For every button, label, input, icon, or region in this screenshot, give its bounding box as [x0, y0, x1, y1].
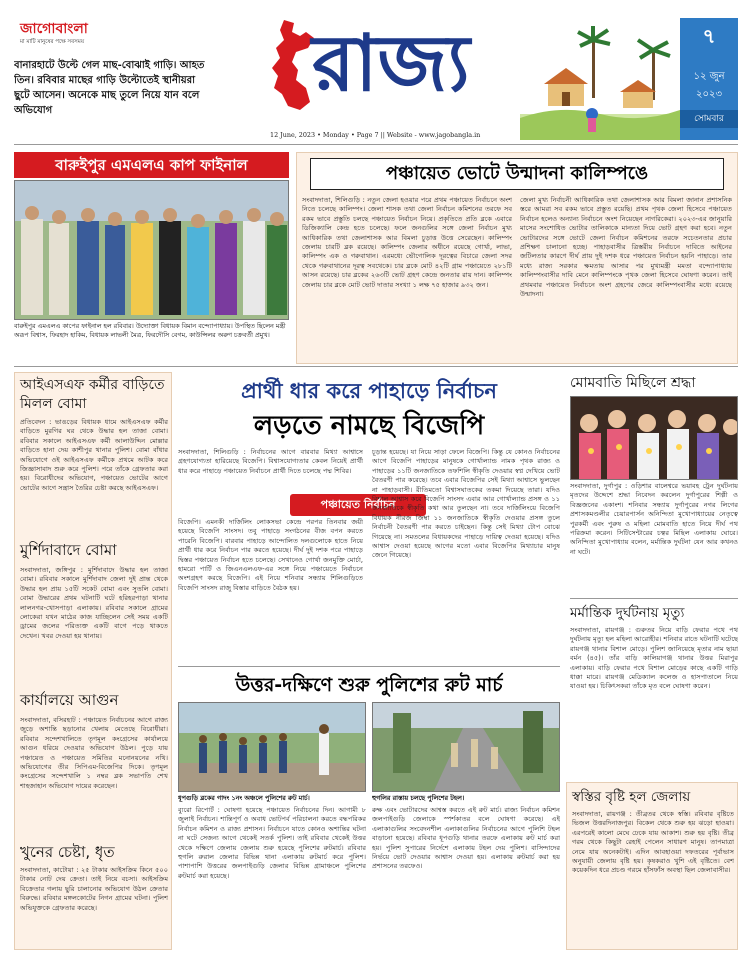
mid-divider — [178, 666, 560, 667]
page-number: ৭ — [702, 24, 716, 48]
kalimpong-headline-bg — [310, 158, 724, 190]
route-photo-1 — [178, 702, 366, 792]
bomb-headline: আইএসএফ কর্মীর বাড়িতে মিলল বোমা — [20, 377, 165, 412]
karyalay-headline: কার্যালয়ে আগুন — [20, 691, 119, 709]
dateline: 12 June, 2023 • Monday • Page 7 || Website - www.jagobangla.in — [270, 131, 481, 139]
candle-headline: মোমবাতি মিছিলে শ্রদ্ধা — [570, 375, 696, 391]
bjp-col1a: সংবাদদাতা, শিলিগুড়ি : নির্বাচনের আগে বারবার মিথ্যা আশ্বাসে গ্রহণযোগ্যতা হারিয়েছে বিজেপি। বিশ্বাসযোগ্যতার কেবল নিয়েই প্রার্থী ধার করে পাহাড়ে পঞ্চায়েত নির্বাচনে প্রার্থী দিতে চলেছে পদ্ম শিবির। — [178, 448, 363, 475]
accident-body: সংবাদদাতা, রায়গঞ্জ : গুরুতর নিয়ে বাড়ি ফেরার পথে পথ দুর্ঘটনায় মৃত্যু হল মহিলা আরোহীর। শনিবার রাতে ঘটনাটি ঘটেছে রায়গঞ্জ থানার বিশাল মোড়ে। পুলিশ জানিয়েছে মৃতার নাম ছায়া বর্মন (৪৫)। তাঁর বাড়ি কালিয়াগঞ্জ থানার উত্তর মিরাপুর এলাকায়। বাড়ি ফেরার পথে বিশাল মোড়ের কাছে একটি গাড়ি ধাক্কা মারে। রায়গঞ্জ মেডিক্যাল কলেজ ও হাসপাতালে নিয়ে যাওয়া হয়। চিকিৎসকরা তাঁকে মৃত বলে ঘোষণা করেন। — [570, 626, 738, 691]
bjp-col2: চূড়ান্ত হয়েছে। যা নিয়ে সাড়া ফেলে বিজেপি। কিন্তু যে কোনও নির্বাচনের আগে বিজেপি পাহাড়ের মানুষকে গোর্খাল্যান্ড নামক পৃথক রাজ্য ও পাহাড়ের ১১টি জনজাতিকে তফশিলি স্বীকৃতি দেওয়ার স্বপ্ন দেখিয়ে ভোট বৈতরণী পার করেছে। তবে এবার বিজেপির সেই মিথ্যা আশ্বাসে ভুলছেন না পাহাড়বাসী। রীতিমতো বিশ্বাসঘাতকের তকমা দিয়েছে তারা। যদিও বিশাল আশ্বাস করে বিজেপি সাংসদ এবার আর গোর্খাল্যান্ড প্রসঙ্গ ও ১১ জনজাতিকে স্বীকৃতি কথা আর তুলছেন না। তবে দার্জিলিংয়ে বিজেপি বিধায়ক নীরজ জিম্বা ১১ জনজাতিকে স্বীকৃতি দেওয়ার প্রসঙ্গ তুলে নির্বাচনী বৈতরণী পার করতে চাইছেন। কিন্তু সেই মিথ্যা টোপ বোঝে গিয়েছে না। সমতলের বিধায়কদের পাহাড়ে দায়িত্ব দেওয়া হয়েছে। যদিও আশ্বাস দেওয়া হয়েছে আগের মতো এবার বিজেপির মিথ্যাচার মানুষ জেনে গিয়েছে। — [372, 448, 560, 560]
baruipur-headline-box — [14, 152, 289, 178]
route-photo-2 — [372, 702, 560, 792]
teaser-text: বানারহাটে উল্টে গেল মাছ-বোঝাই গাড়ি। আহত তিন। রবিবার মাছের গাড়ি উল্টোতেই স্থানীয়রা ছুটে আসেন। অনেকে মাছ তুলে নিয়ে যান বলে অভিযোগ — [14, 60, 205, 116]
route-caption-2: হুগলির রাস্তায় চলছে পুলিশের টহল। — [372, 794, 465, 802]
bjp-col1b: বিজেপি। এমনকী দার্জিলিং লোকসভা কেন্দ্রে পরপর তিনবার জয়ী হয়েছে বিজেপি সাংসদ। তবু পাহাড়ে সংগঠনের বীজ বপন করতে পারেনি বিজেপি। বারবার পাহাড়ে আন্দোলিত দলগুলোকে হাতে নিয়ে প্রার্থী ধার করে নির্বাচন পার করতে হয়েছে। দীর্ঘ দুই দশক পরে পাহাড়ে দ্বিস্তর পঞ্চায়েত নির্বাচন হতে চলেছে। সেখানেও গোর্খা জনমুক্তি মোর্চা, হামরো পার্টি ও জিএনএলএফ-এর সঙ্গে নিয়ে পঞ্চায়েতে নির্বাচনে অংশগ্রহণ করছে বিজেপি। এই নিয়ে শনিবার সন্ধ্যায় শিলিগুড়িতে বিজেপি সাংসদ রাজু বিস্তার বাড়িতে বৈঠক হয়। — [178, 518, 363, 592]
candle-photo — [570, 396, 738, 480]
khun-headline: খুনের চেষ্টা, ধৃত — [20, 843, 115, 861]
date-bn: ১২ জুন — [693, 71, 725, 82]
logo-tagline: মা মাটি মানুষের পক্ষে সবসময় — [20, 39, 85, 45]
baruipur-headline: বারুইপুর এমএলএ কাপ ফাইনাল — [55, 156, 248, 174]
route-headline: উত্তর-দক্ষিণে শুরু পুলিশের রুট মার্চ — [235, 674, 503, 696]
karyalay-body: সংবাদদাতা, বসিরহাট : পঞ্চায়েত নির্বাচনের আগে রাজ্য জুড়ে অশান্তি ছড়ানোর খেলায় মেতেছে বিরোধীরা। রবিবার সন্দেশখালিতে তৃণমূল কংগ্রেসের কার্যালয়ে আগুন ধরিয়ে দেওয়ার অভিযোগ উঠল। পুড়ে যায় পঞ্চায়েত ও পঞ্চায়েত সমিতির মনোনয়নের নথি। অভিযোগের তীর সিপিএম-বিজেপির দিকে। তৃণমূল কংগ্রেসের সন্দেশখালি ১ নম্বর ব্লক সভাপতি শেখ শাহজাহান অভিযোগ দায়ের করেছেন। — [20, 716, 168, 790]
rain-body: সংবাদদাতা, রায়গঞ্জ : তীব্রতর থেকে স্বস্তি। রবিবার বৃষ্টিতে ভিজল উত্তরদিনাজপুর। বিকেল থেকে শুরু হয় ঝড়ো হাওয়া। এরপরেই কালো মেঘে ঢেকে যায় আকাশ। শুরু হয় বৃষ্টি। তীব্র গরম থেকে কিছুটা রেহাই পেলেন সাধারণ মানুষ। তাপমাত্রা নেমে যায় অনেকটাই। এদিন আবহাওয়া দফতরের পূর্বাভাস অনুযায়ী জেলায় বৃষ্টি হয়। কৃষকরাও খুশি এই বৃষ্টিতে। বেশ কয়েকদিন ধরে প্রচণ্ড গরমে হাঁসফাঁস অবস্থা ছিল জেলাবাসীর। — [572, 810, 734, 875]
candle-body: সংবাদদাতা, দুর্গাপুর : ওড়িশার বালেশ্বরে ভয়াবহ ট্রেন দুর্ঘটনায় মৃতদের উদ্দেশে শ্রদ্ধা নিবেদন করলেন দুর্গাপুরের শিল্পী ও বিজ্ঞজনের একাংশ। শনিবার সন্ধ্যায় দুর্গাপুরের নগর লিগের প্রশাসকমণ্ডলীর চেয়ারপার্সন অনিন্দিতা মুখোপাধ্যায়ের নেতৃত্বে পুরকর্মী এবং পুরুষ ও মহিলা মোমবাতি হাতে নিয়ে দীর্ঘ পথ পরিক্রমা করেন। সিটিসেন্টারের চত্বর মিছিল এলাকায় ঘোরে। অনিন্দিতা মুখোপাধ্যায় বলেন, মর্মান্তিক দুর্ঘটনা যেন আর কখনও না ঘটে। — [570, 482, 738, 556]
right-divider-1 — [570, 598, 738, 599]
page-title: রাজ্য — [312, 19, 470, 109]
murshidabad-headline: মুর্শিদাবাদে বোমা — [20, 541, 117, 559]
section-divider — [14, 366, 738, 367]
masthead-logo — [20, 20, 150, 50]
baruipur-caption: বারুইপুর এমএলএ কাপের ফাইনাল হল রবিবার। উদ্যোক্তা বিধায়ক বিমান বন্দ্যোপাধ্যায়। উপস্থিত ছিলেন মন্ত্রী অরূপ বিশ্বাস, ফিরহাদ হাকিম, বিধায়ক লাভলী মৈত্র, ফিরদৌসি বেগম, কাউন্সিলর অরুণ চক্রবর্তী প্রমুখ। — [14, 322, 286, 339]
route-col1: ব্যুরো রিপোর্ট : ঘোষণা হয়েছে পঞ্চায়েত নির্বাচনের দিন। আগামী ৮ জুলাই নির্বাচন। শান্তিপূর্ণ ও অবাধ ভোটপর্ব পরিচালনা করতে বদ্ধপরিকর নির্বাচন কমিশন ও রাজ্য প্রশাসন। নির্বাচনে যাতে কোনও অশান্তির ঘটনা না ঘটে সেজন্য আগে থেকেই সতর্ক পুলিশ। তাই রবিবার থেকেই উত্তর থেকে দক্ষিণে জেলায় জেলায় শুরু হয়েছে পুলিশের রুটমার্চ। রবিবার হুগলি রুরাল জেলার বিভিন্ন থানা এলাকায় রুটমার্চ করে পুলিশ। পাশাপাশি উত্তরের জলপাইগুড়ি জেলার বিভিন্ন গ্রামাঞ্চলে পুলিশের রুটমার্চ করা হয়েছে। — [178, 806, 366, 880]
baruipur-photo — [14, 180, 289, 320]
kalimpong-col1: সংবাদদাতা, শিলিগুড়ি : নতুন জেলা হওয়ার পরে প্রথম পঞ্চায়েত নির্বাচনে অংশ নিতে চলেছে কালিম্পং। জেলা শাসক তথা জেলা নির্বাচন কমিশনের তরফে সব রকম ভাবে প্রস্তুতি চলছে পঞ্চায়েত নির্বাচন নিয়ে। প্রকৃতিতে প্রতি ব্লকে এবারে ডিজিক্যালি কেন্দ্র হতে চলেছে। ফলে জনগুলির সঙ্গে জেলা নির্বাচন মুখ্য আধিকারিক তথা জেলাশাসক আর বিমলা চুড়াত্ত উত্তে সেরেছেন। কালিম্পং জেলায় চারটি ব্লক রয়েছে। কালিম্পং জেলার অধীনে রয়েছে গোর্খা, লাভা, কালিম্পং এক ও গরুবাথান। এরমধ্যে ভৌগোলিক দূরত্বের বিচারে জেলা সদর থেকে গরুবাথানের দূরত্ব সবথেকে। চার ব্লকে মোট ৪২টি গ্রাম পঞ্চায়েতে ২৮১টি আসন রয়েছে। চার ব্লকের ২৬৩টি ভোট গ্রহণ কেন্দ্রে জনতার রায় দান। কালিম্পং জেলায় চার ব্লকে মোট ভোট দাতার সংখ্যা ১ লক্ষ ৭৫ হাজার ৯৩২ জন। — [302, 196, 512, 289]
weekday-bn: সোমবার — [680, 110, 738, 128]
year-bn: ২০২৩ — [695, 89, 722, 100]
bjp-headline-top: প্রার্থী ধার করে পাহাড়ে নির্বাচন — [241, 379, 497, 403]
kalimpong-headline: পঞ্চায়েত ভোটে উন্মাদনা কালিম্পঙে — [385, 163, 649, 184]
rain-headline: স্বস্তির বৃষ্টি হল জেলায় — [572, 789, 691, 805]
village-illustration — [520, 18, 680, 140]
murshidabad-body: সংবাদদাতা, জঙ্গিপুর : মুর্শিদাবাদে উদ্ধার হল তাজা বোমা। রবিবার সকালে মুর্শিদাবাদ জেলা দুই প্রান্ত থেকে উদ্ধার হল প্রায় ১৫টি সকেট বোমা এবং সুতলি বোমা। বোমা উদ্ধারের প্রথম ঘটনাটি ঘটে হরিহরপাড়া থানার লালনগর-খোসপাড়া এলাকায়। রবিবার সকালে গ্রামের লোকেরা যখন মাঠের কাজ যাচ্ছিলেন সেই সময় একটি ড্রামের জলের পরিত্যক্ত একটি বাগে পড়ে থাকতে দেখেন। খবর দেওয়া হয় থানায়। — [20, 566, 168, 640]
masthead-divider — [14, 144, 738, 145]
khun-body: সংবাদদাতা, কাটোয়া : ২৫ টাকার আইসক্রিম কিনে ৫০০ টাকার নোট দেয় ক্রেতা। তাই নিয়ে বচসা। আইসক্রিম বিক্রেতার গলায় ছুরি চালানোর অভিযোগ উঠল ক্রেতার বিরুদ্ধে। রবিবার মঙ্গলকোটের নিগন গ্রামের ঘটনা। পুলিশ অভিযুক্তকে গ্রেফতার করেছে। — [20, 866, 168, 912]
kalimpong-col2: জেলা মুখ্য নির্বাচনী আধিকারিক তথা জেলাশাসক আর বিমলা জানান প্রশাসনিক স্তরে আমরা সব রকম ভাবে প্রস্তুত রয়েছি। প্রথম পৃথক জেলা হিসেবে পঞ্চায়েত নির্বাচন হলেও অন্যান্য নির্বাচনে অংশ নিয়েছেন নাগরিকেরা। ২০২৩-এর জানুয়ারি মাসের সংশোধিত ভোটার তালিকাকে মান্যতা দিয়ে ভোট গ্রহণ করা হবে। নতুন ভোটারদের সঙ্গে ভোটে জেলা নির্বাচন কমিশনের তরফে সচেতনতার প্রচার প্রশিক্ষণ চালানো হচ্ছে। পাহাড়বাসীর ত্রিস্তরীয় নির্বাচনে দাবিতে আইনের জটিলতার কারণে দীর্ঘ প্রায় দুই দশক ধরে পঞ্চায়েত নির্বাচন হয়নি পাহাড়ে। তার মধ্যে রাজ্য সরকার ক্ষমতায় আসার পর মুখ্যমন্ত্রী মমতা বন্দ্যোপাধ্যায় কালিম্পংবাসীর দাবি মেনে কালিম্পংকে পৃথক জেলা হিসেবে ঘোষণা করেন। তাই প্রথমবার পঞ্চায়েত নির্বাচনে অংশ গ্রহণের জেরে কালিম্পংবাসীর মধ্যে রয়েছে উন্মাদনা। — [520, 196, 732, 299]
page-number-badge — [680, 18, 738, 140]
logo-text: জাগোবাংলা — [20, 21, 88, 37]
bomb-body: প্রতিবেদন : ভাঙড়ের বিধায়ক ধামে আইএসএফ কর্মীর বাড়িতে মুরগির ঘর থেকে উদ্ধার হল তাজা বোমা। রবিবার সকালে আইএসএফ কর্মী আলাউদ্দিন মোল্লার বাড়িতে হানা দেয় কাশীপুর থানার পুলিশ। বোমা বাঁধার অভিযোগে ওই আইএসএফ কর্মীকে প্রথমে আটক করে জিজ্ঞাসাবাদ শুরু করে পুলিশ। পরে তাঁকে গ্রেফতার করা হয়। বিরোধীদের অভিযোগ, পঞ্চায়েত ভোটের আগে ভোটের আগে সন্ত্রাস তৈরির চেষ্টা করছে আইএসএফ। — [20, 418, 168, 492]
bjp-tag-label: পঞ্চায়েত নির্বাচন — [320, 498, 396, 511]
route-caption-1: ধূপগুড়ি ব্লকের গাদং ১নং অঞ্চলে পুলিশের রুট মার্চ। — [178, 794, 310, 802]
route-col2: রুক্ষ এবং ভোটারদের আশ্বস্ত করতে এই রুট মার্চ। রাজ্য নির্বাচন কমিশন জলপাইগুড়ি জেলাকে স্পর্শকাতর বলে ঘোষণা করেছে। এই এলাকাগুলির সংবেদনশীল এলাকাগুলির নির্বাচনের আগে পুলিশি টহল বাড়ানো হয়েছে। রবিবার ধূপগুড়ি থানার তরফে এলাকায় রুট মার্চ করা হয়। পুলিশ সুপারের নির্দেশে এলাকায় টহল দেয় পুলিশ। বাসিন্দাদের নির্ভয়ে ভোট দেওয়ার আশ্বাস দেওয়া হয়। এলাকায় রুটমার্চ করা হয় প্রশাসনের তরফেও। — [372, 806, 560, 871]
accident-headline: মর্মান্তিক দুর্ঘটনায় মৃত্যু — [570, 605, 685, 621]
bjp-headline-bottom: লড়তে নামছে বিজেপি — [253, 411, 485, 441]
